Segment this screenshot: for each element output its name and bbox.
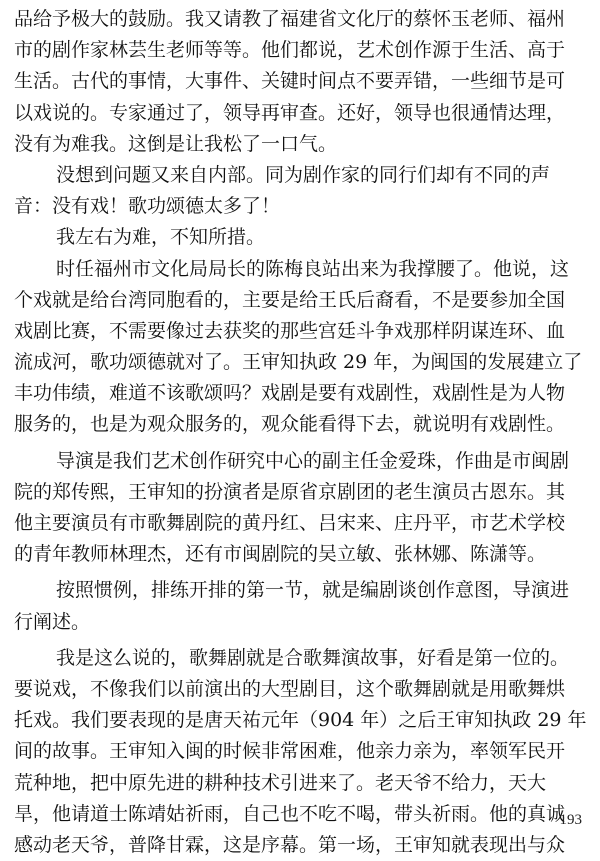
text-line: 没有为难我。这倒是让我松了一口气。 <box>14 132 338 155</box>
text-line: 托戏。我们要表现的是唐天祐元年（904 年）之后王审知执政 29 年 <box>14 709 587 732</box>
text-line: 感动老天爷，普降甘霖，这是序幕。第一场，王审知就表现出与众 <box>14 833 566 856</box>
paragraph-start-line: 导演是我们艺术创作研究中心的副主任金爱珠，作曲是市闽剧 <box>56 449 570 472</box>
text-line: 院的郑传熙，王审知的扮演者是原省京剧团的老生演员古恩东。其 <box>14 480 566 503</box>
text-line: 品给予极大的鼓励。我又请教了福建省文化厅的蔡怀玉老师、福州 <box>14 8 566 30</box>
text-line: 市的剧作家林芸生老师等等。他们都说，艺术创作源于生活、高于 <box>14 39 566 62</box>
text-line: 个戏就是给台湾同胞看的，主要是给王氏后裔看，不是要参加全国 <box>14 288 566 311</box>
text-line: 音：没有戏！歌功颂德太多了！ <box>14 195 281 218</box>
text-line: 荒种地，把中原先进的耕种技术引进来了。老天爷不给力，天大 <box>14 771 547 794</box>
text-line: 旱，他请道士陈靖姑祈雨，自己也不吃不喝，带头祈雨。他的真诚 <box>14 802 566 825</box>
text-line: 的青年教师林理杰，还有市闽剧院的吴立敏、张林娜、陈潇等。 <box>14 543 547 566</box>
text-line: 服务的，也是为观众服务的，观众能看得下去，就说明有戏剧性。 <box>14 413 566 436</box>
paragraph-start-line: 没想到问题又来自内部。同为剧作家的同行们却有不同的声 <box>56 163 551 186</box>
paragraph-start-line: 按照惯例，排练开排的第一节，就是编剧谈创作意图，导演进 <box>56 579 570 602</box>
text-line: 戏剧比赛，不需要像过去获奖的那些宫廷斗争戏那样阴谋连环、血 <box>14 319 566 342</box>
text-line: 间的故事。王审知入闽的时候非常困难，他亲力亲为，率领军民开 <box>14 740 566 763</box>
body-text <box>14 4 587 861</box>
paragraph-start-line: 我是这么说的，歌舞剧就是合歌舞演故事，好看是第一位的。 <box>56 646 570 669</box>
paragraph-start-line: 我左右为难，不知所措。 <box>56 226 266 249</box>
text-line: 要说戏，不像我们以前演出的大型剧目，这个歌舞剧就是用歌舞烘 <box>14 677 566 700</box>
text-line: 流成河，歌功颂德就对了。王审知执政 29 年，为闽国的发展建立了 <box>14 351 583 374</box>
text-line: 生活。古代的事情，大事件、关键时间点不要弄错，一些细节是可 <box>14 70 566 93</box>
text-line: 以戏说的。专家通过了，领导再审查。还好，领导也很通情达理， <box>14 101 566 124</box>
text-line: 行阐述。 <box>14 610 91 633</box>
text-line: 他主要演员有市歌舞剧院的黄丹红、吕宋来、庄丹平，市艺术学校 <box>14 512 566 534</box>
page-number: 193 <box>559 812 582 828</box>
paragraph-start-line: 时任福州市文化局局长的陈梅良站出来为我撑腰了。他说，这 <box>56 257 570 280</box>
text-line: 丰功伟绩，难道不该歌颂吗？戏剧是要有戏剧性，戏剧性是为人物 <box>14 382 566 405</box>
